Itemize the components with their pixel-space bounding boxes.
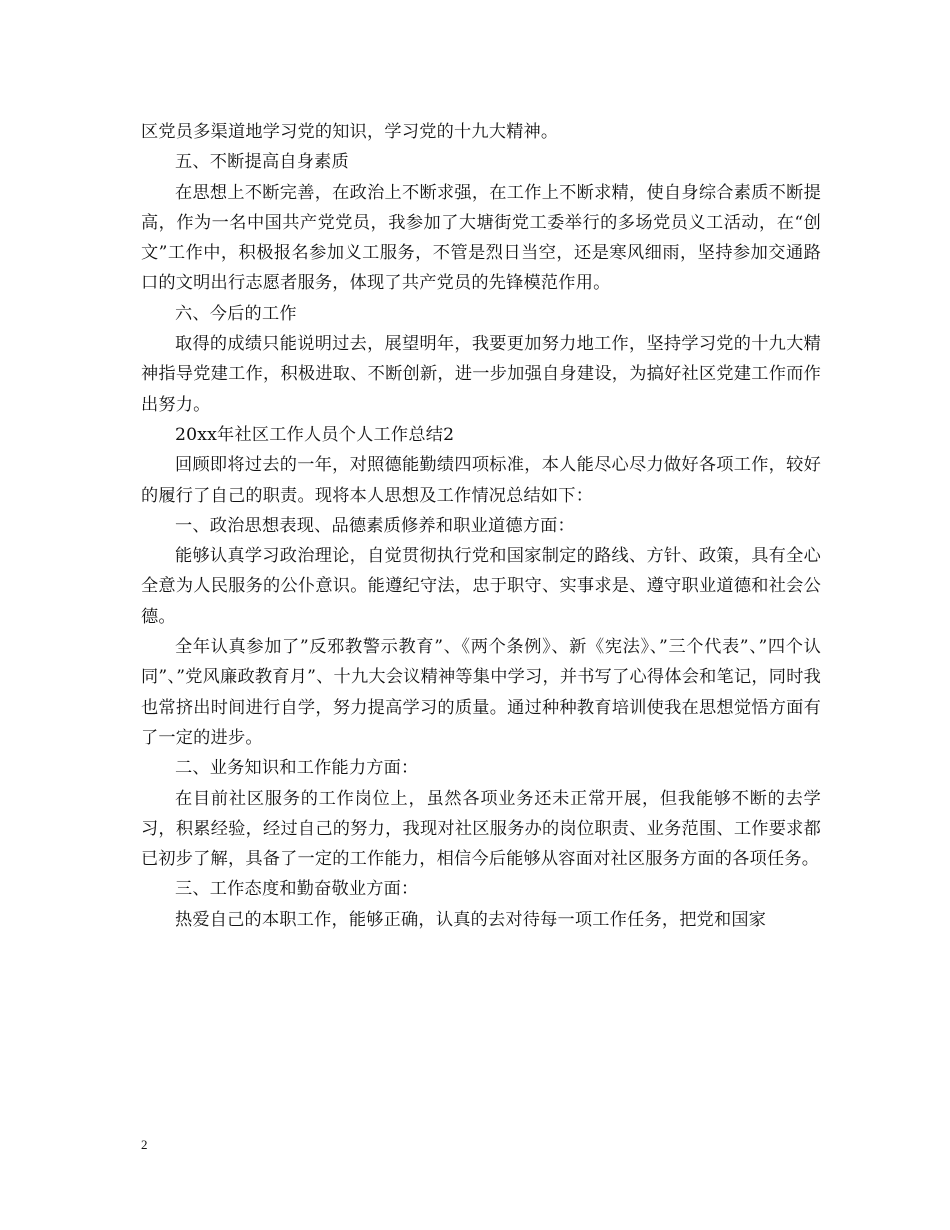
body-paragraph: 回顾即将过去的一年，对照德能勤绩四项标准，本人能尽心尽力做好各项工作，较好的履行了自己的职责。现将本人思想及工作情况总结如下： [141,455,821,506]
section-heading-5: 五、不断提高自身素质 [175,152,349,173]
section-heading-1: 一、政治思想表现、品德素质修养和职业道德方面： [175,515,575,536]
body-paragraph: 全年认真参加了”反邪教警示教育”、《两个条例》、新《宪法》、”三个代表”、”四个认同”、”党风廉政教育月”、十九大会议精神等集中学习，并书写了心得体会和笔记，同时我也常挤出时间进行自学，努力提高学习的质量。通过种种教育培训使我在思想觉悟方面有了一定的进步。 [141,637,821,748]
section-heading-3: 三、工作态度和勤奋敬业方面： [175,879,419,900]
body-paragraph: 取得的成绩只能说明过去，展望明年，我要更加努力地工作，坚持学习党的十九大精神指导党建工作，积极进取、不断创新，进一步加强自身建设，为搞好社区党建工作而作出努力。 [141,334,821,415]
document-body [141,117,821,935]
page-number: 2 [141,1137,148,1152]
section-heading-2: 二、业务知识和工作能力方面： [175,758,419,779]
body-paragraph: 热爱自己的本职工作，能够正确，认真的去对待每一项工作任务，把党和国家 [175,909,767,930]
section-heading-6: 六、今后的工作 [175,303,297,324]
continuation-paragraph: 区党员多渠道地学习党的知识，学习党的十九大精神。 [141,122,559,142]
document-subtitle: 20xx年社区工作人员个人工作总结2 [175,424,455,445]
body-paragraph: 在目前社区服务的工作岗位上，虽然各项业务还未正常开展，但我能够不断的去学习，积累经验，经过自己的努力，我现对社区服务办的岗位职责、业务范围、工作要求都已初步了解，具备了一定的工作能力，相信今后能够从容面对社区服务方面的各项任务。 [141,788,821,870]
body-paragraph: 在思想上不断完善，在政治上不断求强，在工作上不断求精，使自身综合素质不断提高，作为一名中国共产党党员，我参加了大塘街党工委举行的多场党员义工活动，在“创文”工作中，积极报名参加义工服务，不管是烈日当空，还是寒风细雨，坚持参加交通路口的文明出行志愿者服务，体现了共产党员的先锋模范作用。 [141,182,821,294]
body-paragraph: 能够认真学习政治理论，自觉贯彻执行党和国家制定的路线、方针、政策，具有全心全意为人民服务的公仆意识。能遵纪守法，忠于职守、实事求是、遵守职业道德和社会公德。 [141,546,821,627]
